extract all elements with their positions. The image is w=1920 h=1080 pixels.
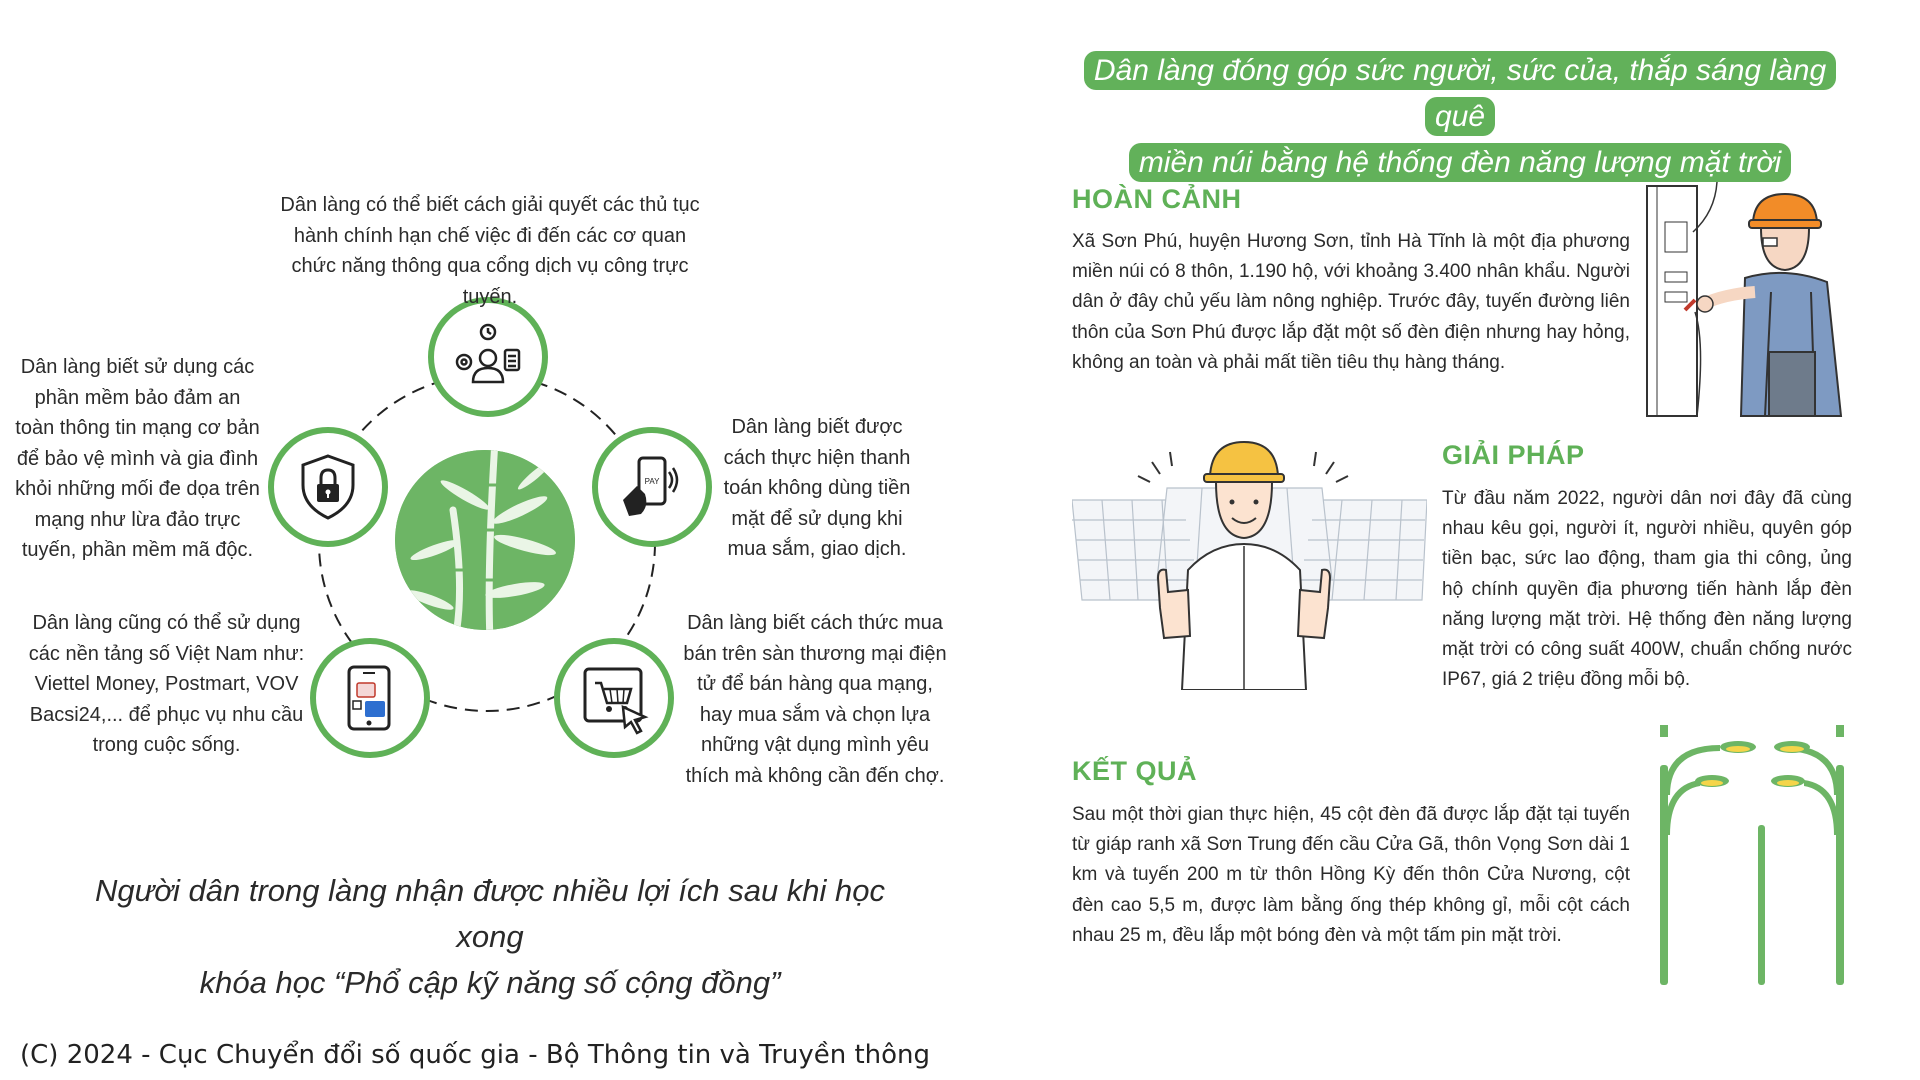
banner-line-2: miền núi bằng hệ thống đèn năng lượng mặt trời — [1129, 143, 1791, 182]
banner-line-1: Dân làng đóng góp sức người, sức của, thắp sáng làng quê — [1084, 51, 1836, 136]
benefits-caption — [60, 868, 920, 1006]
svg-text:PAY: PAY — [644, 477, 660, 486]
worker-icon — [1685, 194, 1841, 416]
security-node — [268, 427, 388, 547]
solar-street-lamps-illustration — [1650, 725, 1855, 990]
bamboo-emblem — [395, 450, 575, 630]
context-heading: HOÀN CẢNH — [1072, 184, 1242, 214]
public-service-node — [428, 297, 548, 417]
electrician-illustration — [1645, 182, 1845, 420]
copyright-notice: (C) 2024 - Cục Chuyển đổi số quốc gia - Bộ Thông tin và Truyền thông — [20, 1040, 931, 1070]
shield-lock-icon — [291, 450, 365, 524]
solar-worker-illustration — [1072, 440, 1427, 690]
admin-procedure-icon — [451, 320, 525, 394]
ecommerce-node — [554, 638, 674, 758]
cashless-payment-node — [592, 427, 712, 547]
result-paragraph: Sau một thời gian thực hiện, 45 cột đèn đã được lắp đặt tại tuyến từ giáp ranh xã Sơn Trung đến cầu Cửa Gã, thôn Vọng Sơn dài 1 km và tuyến 200 m từ thôn Hồng Kỳ đến thôn Cửa Nương, cột đèn cao 5,5 m, được làm bằng ống thép không gỉ, mỗi cột cách nhau 25 m, đều lắp một bóng đèn và một tấm pin mặt trời. — [1072, 804, 1630, 946]
digital-platforms-node — [310, 638, 430, 758]
solution-paragraph: Từ đầu năm 2022, người dân nơi đây đã cùng nhau kêu gọi, người ít, người nhiều, quyên góp tiền bạc, sức lao động, tham gia thi công, ủng hộ chính quyền địa phương tiến hành lắp đèn năng lượng mặt trời. Hệ thống đèn năng lượng mặt trời có công suất 400W, chuẩn chống nước IP67, giá 2 triệu đồng mỗi bộ. — [1442, 488, 1852, 691]
benefit-security-text: Dân làng biết sử dụng các phần mềm bảo đảm an toàn thông tin mạng cơ bản để bảo vệ mình và gia đình khỏi những mối đe dọa trên mạng như lừa đảo trực tuyến, phần mềm mã độc. — [15, 356, 260, 561]
benefit-ecommerce-text: Dân làng biết cách thức mua bán trên sàn thương mại điện tử để bán hàng qua mạng, hay mua sắm và chọn lựa những vật dụng mình yêu thích mà không cần đến chợ. — [683, 612, 947, 787]
benefit-platforms-text: Dân làng cũng có thể sử dụng các nền tảng số Việt Nam như: Viettel Money, Postmart, VOV Bacsi24,... để phục vụ nhu cầu trong cuộc sống. — [28, 612, 305, 756]
context-paragraph: Xã Sơn Phú, huyện Hương Sơn, tỉnh Hà Tĩnh là một địa phương miền núi có 8 thôn, 1.190 hộ, với khoảng 3.400 nhân khẩu. Người dân ở đây chủ yếu làm nông nghiệp. Trước đây, tuyến đường liên thôn của Sơn Phú được lắp đặt một số đèn điện nhưng hay hỏng, không an toàn và phải mất tiền tiêu thụ hàng tháng. — [1072, 231, 1630, 373]
caption-line-2: khóa học “Phổ cập kỹ năng số cộng đồng” — [199, 965, 781, 1000]
benefit-public-service-text: Dân làng có thể biết cách giải quyết các thủ tục hành chính hạn chế việc đi đến các cơ quan chức năng thông qua cổng dịch vụ công trực tuyến. — [280, 194, 700, 308]
bamboo-icon — [395, 450, 575, 630]
benefit-payment-text: Dân làng biết được cách thực hiện thanh toán không dùng tiền mặt để sử dụng khi mua sắm, giao dịch. — [723, 416, 911, 560]
mobile-pay-icon — [615, 450, 689, 524]
shopping-cart-icon — [577, 661, 651, 735]
caption-line-1: Người dân trong làng nhận được nhiều lợi ích sau khi học xong — [94, 873, 886, 954]
result-heading: KẾT QUẢ — [1072, 756, 1197, 786]
headline-banner — [1075, 48, 1845, 186]
smartphone-apps-icon — [333, 661, 407, 735]
street-lamp-icon — [1660, 725, 1844, 985]
solution-heading: GIẢI PHÁP — [1442, 440, 1585, 470]
